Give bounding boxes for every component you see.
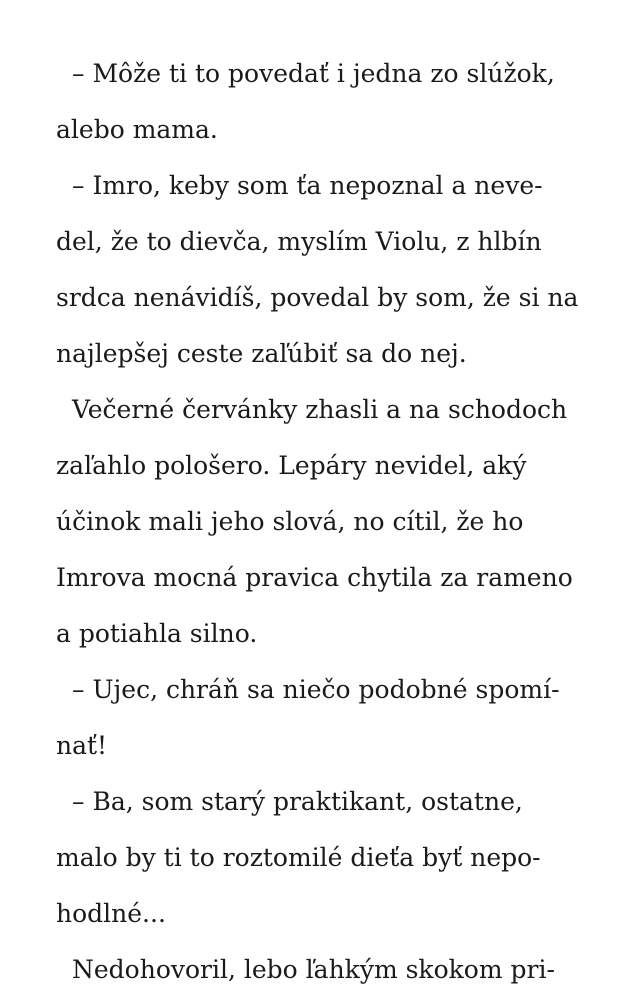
text-line: – Ba, som starý praktikant, ostatne,: [72, 787, 523, 816]
text-line: nať!: [56, 731, 108, 760]
text-line: – Môže ti to povedať i jedna zo slúžok,: [72, 59, 555, 88]
text-line: Imrova mocná pravica chytila za rameno: [56, 563, 573, 592]
text-line: Nedohovoril, lebo ľahkým skokom pri-: [72, 955, 555, 984]
text-line: účinok mali jeho slová, no cítil, že ho: [56, 507, 524, 536]
text-line: zaľahlo pološero. Lepáry nevidel, aký: [56, 451, 527, 480]
text-line: – Imro, keby som ťa nepoznal a neve-: [72, 171, 543, 200]
text-line: a potiahla silno.: [56, 619, 258, 648]
text-line: malo by ti to roztomilé dieťa byť nepo-: [56, 843, 541, 872]
text-line: – Ujec, chráň sa niečo podobné spomí-: [72, 675, 560, 704]
text-line: srdca nenávidíš, povedal by som, že si na: [56, 283, 579, 312]
text-line: Večerné červánky zhasli a na schodoch: [72, 395, 568, 424]
text-line: najlepšej ceste zaľúbiť sa do nej.: [56, 339, 467, 368]
text-line: alebo mama.: [56, 115, 218, 144]
text-line: del, že to dievča, myslím Violu, z hlbín: [56, 227, 542, 256]
book-page: [56, 46, 586, 998]
text-line: hodlné...: [56, 899, 166, 928]
